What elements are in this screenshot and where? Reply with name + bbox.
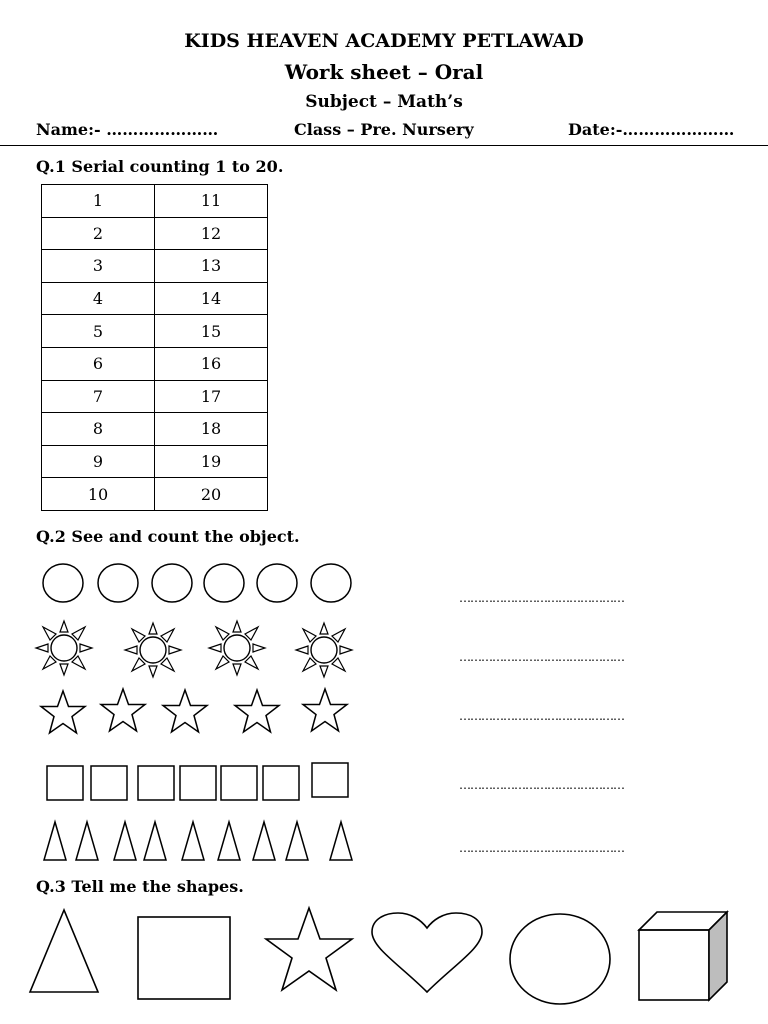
triangle-icon [330, 822, 352, 860]
count-cell: 20 [155, 478, 268, 511]
name-field: Name:- ………………… [36, 120, 219, 139]
triangle-icon [144, 822, 166, 860]
heart-icon [372, 913, 482, 992]
square-icon [180, 766, 216, 800]
count-cell: 6 [42, 347, 155, 380]
star-icon [101, 689, 145, 731]
q3-shapes [30, 908, 727, 1004]
q2-title: Q.2 See and count the object. [36, 527, 300, 546]
count-cell: 15 [155, 315, 268, 348]
star-icon [41, 691, 85, 733]
count-cell: 8 [42, 413, 155, 446]
count-cell: 18 [155, 413, 268, 446]
count-cell: 10 [42, 478, 155, 511]
star-icon [163, 690, 207, 732]
sun-icon [125, 623, 181, 677]
worksheet-title: Work sheet – Oral [284, 60, 484, 84]
count-cell: 3 [42, 250, 155, 283]
circle-icon [43, 564, 83, 602]
circle-icon [98, 564, 138, 602]
triangle-icon [114, 822, 136, 860]
square-icon [91, 766, 127, 800]
square-icon [312, 763, 348, 797]
count-cell: 5 [42, 315, 155, 348]
count-cell: 4 [42, 282, 155, 315]
star-row [41, 689, 347, 733]
q1-title: Q.1 Serial counting 1 to 20. [36, 157, 284, 176]
triangle-icon [44, 822, 66, 860]
count-cell: 13 [155, 250, 268, 283]
count-cell: 12 [155, 217, 268, 250]
sun-icon [209, 621, 265, 675]
triangle-icon [30, 910, 98, 992]
answer-line-2: ……………………………………… [459, 650, 624, 664]
triangle-icon [218, 822, 240, 860]
count-cell: 1 [42, 185, 155, 218]
oval-icon [510, 914, 610, 1004]
answer-line-5: ……………………………………… [459, 841, 624, 855]
star-icon [303, 689, 347, 731]
square-icon [263, 766, 299, 800]
date-field: Date:-………………… [568, 120, 735, 139]
triangle-icon [286, 822, 308, 860]
answer-line-4: ……………………………………… [459, 778, 624, 792]
triangle-icon [76, 822, 98, 860]
sun-icon [296, 623, 352, 677]
answer-line-3: ……………………………………… [459, 709, 624, 723]
sun-row [36, 621, 352, 677]
class-label: Class – Pre. Nursery [294, 120, 474, 139]
star-icon [266, 908, 352, 990]
cube-icon [639, 912, 727, 1000]
count-cell: 9 [42, 445, 155, 478]
circle-icon [152, 564, 192, 602]
count-cell: 7 [42, 380, 155, 413]
circle-icon [204, 564, 244, 602]
answer-line-1: ……………………………………… [459, 591, 624, 605]
triangle-row [44, 822, 352, 860]
q3-title: Q.3 Tell me the shapes. [36, 877, 244, 896]
subject-line: Subject – Math’s [305, 92, 463, 112]
count-cell: 19 [155, 445, 268, 478]
sun-icon [36, 621, 92, 675]
school-name: KIDS HEAVEN ACADEMY PETLAWAD [184, 30, 584, 52]
count-cell: 11 [155, 185, 268, 218]
square-icon [47, 766, 83, 800]
square-icon [221, 766, 257, 800]
square-icon [138, 766, 174, 800]
star-icon [235, 690, 279, 732]
square-row [47, 763, 348, 800]
triangle-icon [253, 822, 275, 860]
count-cell: 16 [155, 347, 268, 380]
square-icon [138, 917, 230, 999]
count-cell: 17 [155, 380, 268, 413]
circle-icon [257, 564, 297, 602]
triangle-icon [182, 822, 204, 860]
count-cell: 2 [42, 217, 155, 250]
circle-icon [311, 564, 351, 602]
count-cell: 14 [155, 282, 268, 315]
circle-row [43, 564, 351, 602]
